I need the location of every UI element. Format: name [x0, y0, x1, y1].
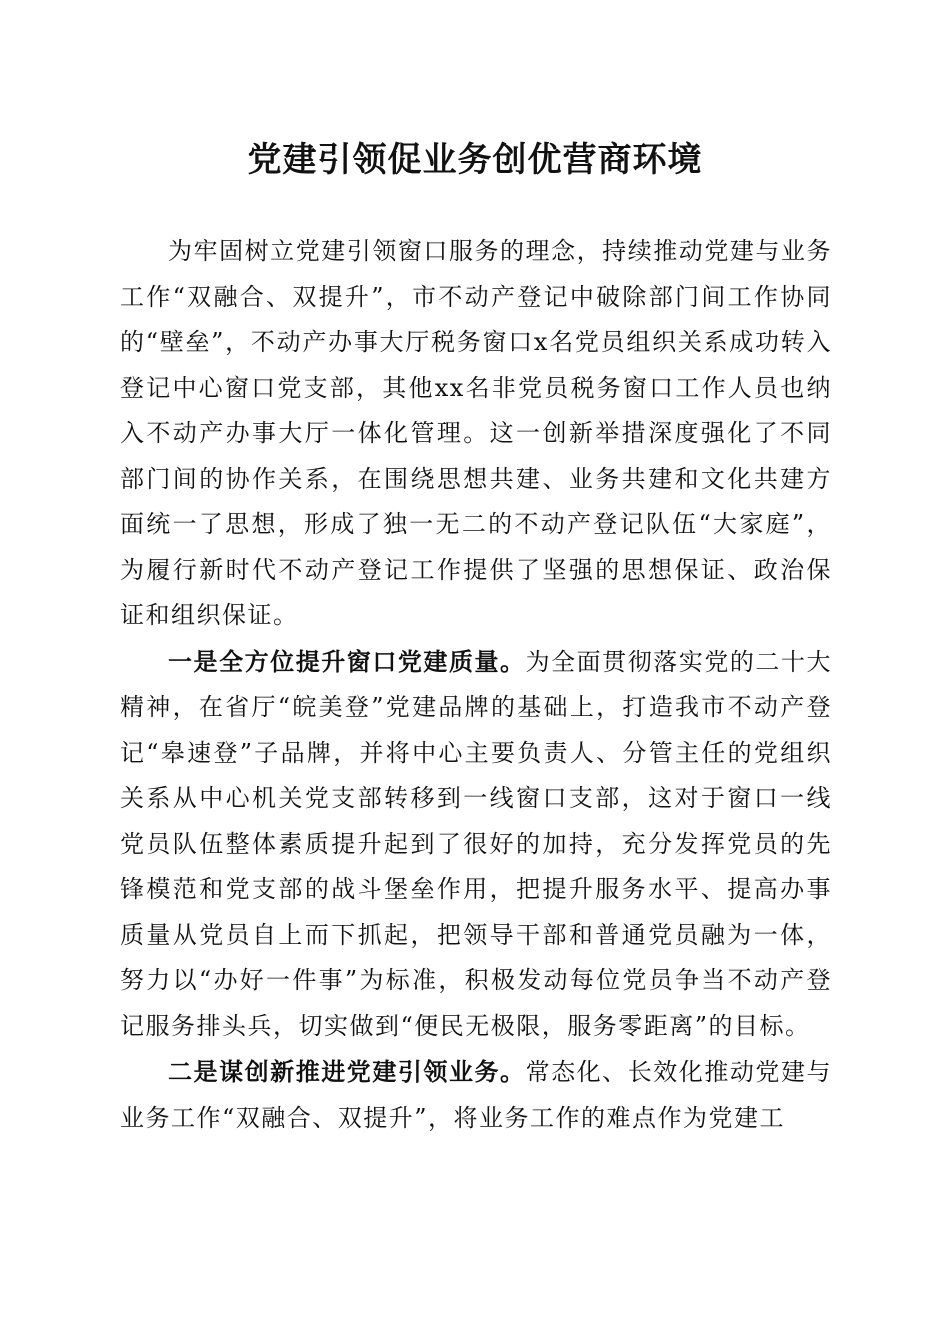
document-title: 党建引领促业务创优营商环境	[247, 140, 703, 180]
paragraph-text: 常态化、长效化推动党建与业务工作“双融合、双提升”，将业务工作的难点作为党建工	[120, 1058, 833, 1132]
paragraph-text: 为全面贯彻落实党的二十大精神，在省厅“皖美登”党建品牌的基础上，打造我市不动产登记“皋速登”子品牌，并将中心主要负责人、分管主任的党组织关系从中心机关党支部转移到一线窗口支部，这对于窗口一线党员队伍整体素质提升起到了很好的加持，充分发挥党员的先锋模范和党支部的战斗堡垒作用，把提升服务水平、提高办事质量从党员自上而下抓起，把领导干部和普通党员融为一体，努力以“办好一件事”为标准，积极发动每位党员争当不动产登记服务排头兵，切实做到“便民无极限，服务零距离”的目标。	[120, 647, 833, 1040]
paragraph-lead: 二是谋创新推进党建引领业务。	[168, 1057, 526, 1086]
paragraph-point-one	[120, 639, 832, 1050]
paragraph-point-two	[120, 1049, 832, 1141]
paragraph-lead: 一是全方位提升窗口党建质量。	[168, 646, 526, 676]
paragraph-intro	[120, 228, 832, 639]
document-body	[120, 228, 832, 1141]
paragraph-text: 为牢固树立党建引领窗口服务的理念，持续推动党建与业务工作“双融合、双提升”，市不动产登记中破除部门间工作协同的“壁垒”，不动产办事大厅税务窗口x名党员组织关系成功转入登记中心窗口党支部，其他xx名非党员税务窗口工作人员也纳入不动产办事大厅一体化管理。这一创新举措深度强化了不同部门间的协作关系，在围绕思想共建、业务共建和文化共建方面统一了思想，形成了独一无二的不动产登记队伍“大家庭”，为履行新时代不动产登记工作提供了坚强的思想保证、政治保证和组织保证。	[120, 237, 832, 629]
